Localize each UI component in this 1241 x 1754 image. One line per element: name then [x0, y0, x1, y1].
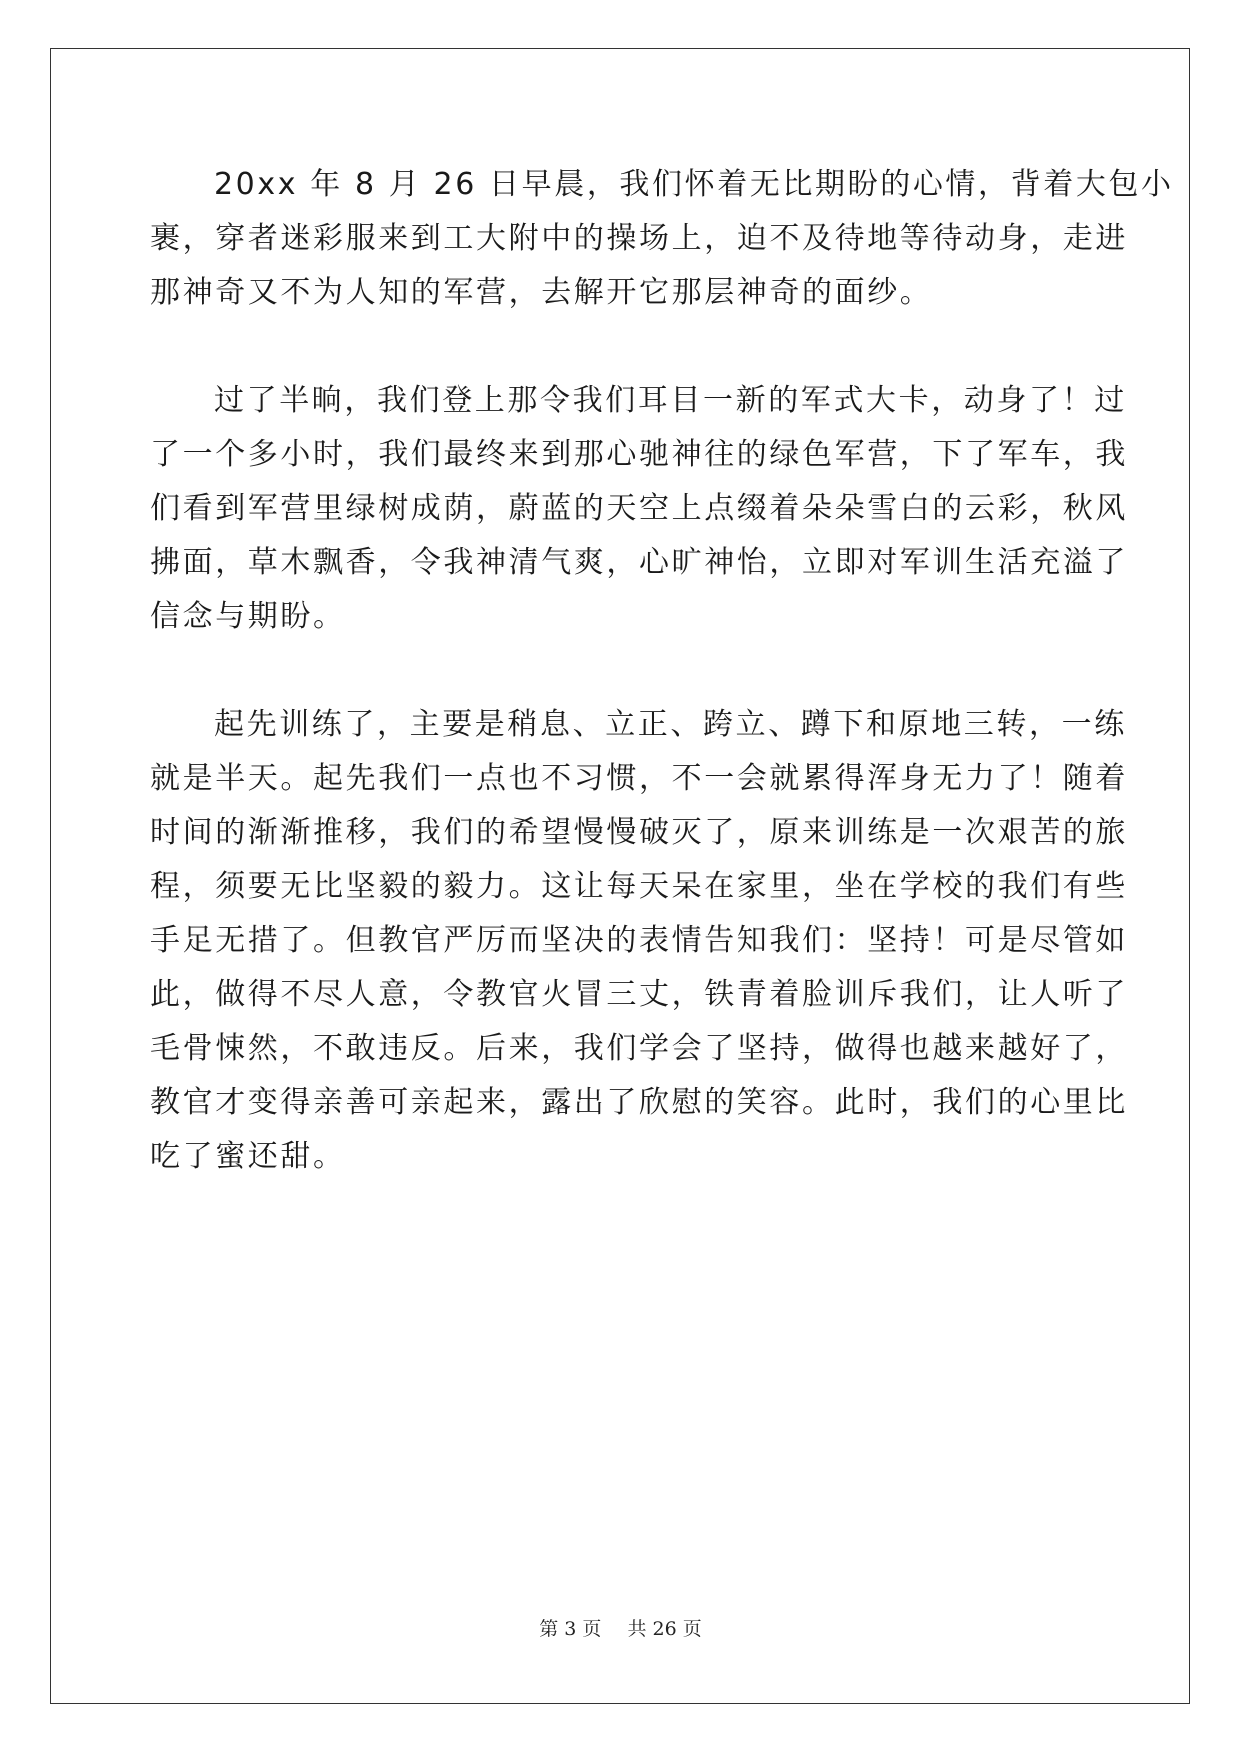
total-page-count: 共 26 页: [627, 1618, 702, 1640]
text-line: 了一个多小时，我们最终来到那心驰神往的绿色军营，下了军车，我: [150, 437, 1128, 472]
text-line: 吃了蜜还甜。: [150, 1139, 346, 1174]
document-body: [150, 158, 1174, 1184]
current-page-number: 第 3 页: [539, 1618, 602, 1640]
text-line: 就是半天。起先我们一点也不习惯，不一会就累得浑身无力了！随着: [150, 761, 1128, 796]
text-line: 拂面，草木飘香，令我神清气爽，心旷神怡，立即对军训生活充溢了: [150, 545, 1128, 580]
text-line: 时间的渐渐推移，我们的希望慢慢破灭了，原来训练是一次艰苦的旅: [150, 815, 1128, 850]
text-line: 过了半晌，我们登上那令我们耳目一新的军式大卡，动身了！过: [214, 383, 1127, 418]
paragraph: [150, 698, 1128, 1184]
text-line: 那神奇又不为人知的军营，去解开它那层神奇的面纱。: [150, 275, 933, 310]
text-line: 们看到军营里绿树成荫，蔚蓝的天空上点缀着朵朵雪白的云彩，秋风: [150, 491, 1128, 526]
text-line: 起先训练了，主要是稍息、立正、跨立、蹲下和原地三转，一练: [214, 707, 1127, 742]
text-line: 手足无措了。但教官严厉而坚决的表情告知我们：坚持！可是尽管如: [150, 923, 1128, 958]
text-line: 此，做得不尽人意，令教官火冒三丈，铁青着脸训斥我们，让人听了: [150, 977, 1128, 1012]
text-line: 教官才变得亲善可亲起来，露出了欣慰的笑容。此时，我们的心里比: [150, 1085, 1128, 1120]
paragraph: [150, 158, 1174, 374]
text-line: 毛骨悚然，不敢违反。后来，我们学会了坚持，做得也越来越好了，: [150, 1031, 1128, 1066]
text-line: 信念与期盼。: [150, 599, 346, 634]
text-line: 20xx 年 8 月 26 日早晨，我们怀着无比期盼的心情，背着大包小: [214, 167, 1174, 202]
text-line: 裹，穿者迷彩服来到工大附中的操场上，迫不及待地等待动身，走进: [150, 221, 1128, 256]
text-line: 程，须要无比坚毅的毅力。这让每天呆在家里，坐在学校的我们有些: [150, 869, 1128, 904]
paragraph: [150, 374, 1128, 698]
page-footer: [0, 1614, 1241, 1641]
